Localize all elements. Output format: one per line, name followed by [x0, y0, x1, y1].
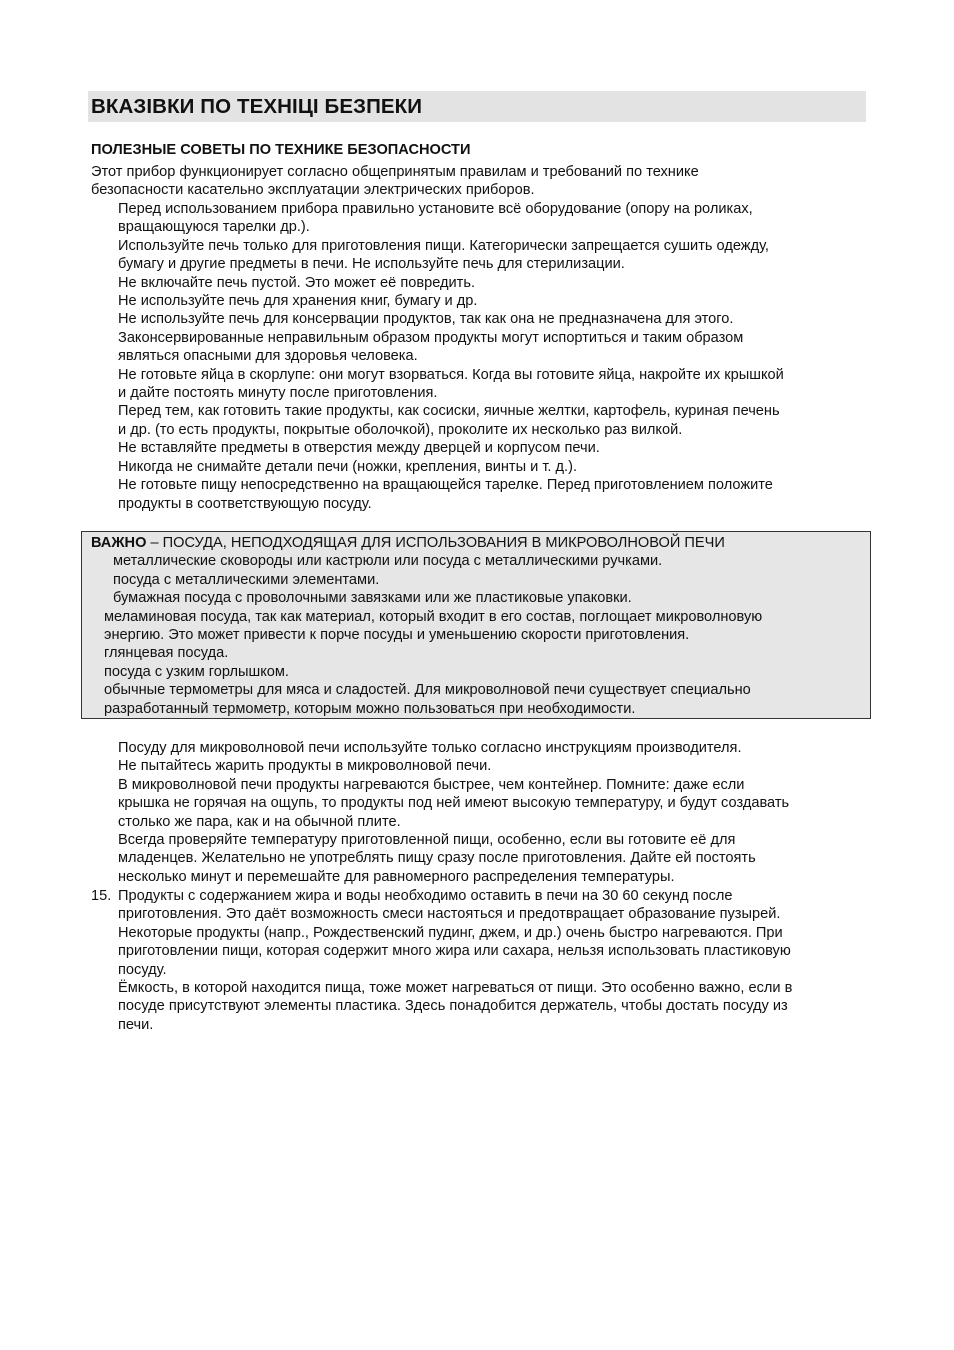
- tip-line: Посуду для микроволновой печи используйте только согласно инструкциям производителя.: [118, 740, 742, 756]
- safety-tips-list-2: [118, 739, 863, 886]
- tip-line: Используйте печь только для приготовления пищи. Категорически запрещается сушить одежду,: [118, 237, 769, 254]
- safety-tips-list-3: [118, 979, 863, 1034]
- tip-line: несколько минут и перемешайте для равномерного распределения температуры.: [118, 868, 675, 885]
- important-notice-title: [91, 534, 861, 552]
- tip-line: Некоторые продукты (напр., Рождественский пудинг, джем, и др.) очень быстро нагреваются. При: [118, 924, 783, 941]
- tip-line: Ёмкость, в которой находится пища, тоже может нагреваться от пищи. Это особенно важно, если в: [118, 980, 793, 996]
- tip-line: Не готовьте яйца в скорлупе: они могут взорваться. Когда вы готовите яйца, накройте их крышкой: [118, 366, 784, 383]
- unsuitable-item: бумажная посуда с проволочными завязками или же пластиковые упаковки.: [113, 590, 632, 607]
- intro-line: Этот прибор функционирует согласно общепринятым правилам и требований по технике: [91, 164, 699, 180]
- section-heading: ПОЛЕЗНЫЕ СОВЕТЫ ПО ТЕХНИКЕ БЕЗОПАСНОСТИ: [91, 142, 471, 158]
- title-bar: [88, 91, 866, 122]
- intro-line: безопасности касательно эксплуатации электрических приборов.: [91, 182, 535, 199]
- unsuitable-item: обычные термометры для мяса и сладостей. Для микроволновой печи существует специально: [104, 682, 751, 699]
- unsuitable-item: посуда с металлическими элементами.: [113, 571, 380, 588]
- tip-line: печи.: [118, 1016, 154, 1033]
- tip-line: являться опасными для здоровья человека.: [118, 348, 418, 365]
- tip-line: В микроволновой печи продукты нагреваются быстрее, чем контейнер. Помните: даже если: [118, 776, 745, 793]
- intro-paragraph: [91, 163, 861, 200]
- important-notice-box: [81, 531, 871, 719]
- page-title: ВКАЗІВКИ ПО ТЕХНІЦІ БЕЗПЕКИ: [91, 95, 423, 118]
- unsuitable-item: глянцевая посуда.: [104, 645, 229, 662]
- numbered-tip-first-line: [91, 887, 863, 905]
- tip-line: и др. (то есть продукты, покрытые оболочкой), проколите их несколько раз вилкой.: [118, 421, 683, 438]
- important-label: ВАЖНО: [91, 535, 147, 551]
- tip-line: посуду.: [118, 961, 167, 978]
- tip-line: Не включайте печь пустой. Это может её повредить.: [118, 274, 476, 291]
- tip-line: Не используйте печь для консервации продуктов, так как она не предназначена для этого.: [118, 311, 734, 328]
- item-number: 15.: [91, 888, 112, 904]
- tip-line: Перед тем, как готовить такие продукты, как сосиски, яичные желтки, картофель, куриная печень: [118, 403, 780, 420]
- tip-line: Не используйте печь для хранения книг, бумагу и др.: [118, 293, 478, 310]
- tip-line: продукты в соответствующую посуду.: [118, 495, 372, 512]
- tip-line: вращающуюся тарелки др.).: [118, 219, 310, 236]
- unsuitable-item: энергию. Это может привести к порче посуды и уменьшению скорости приготовления.: [104, 627, 690, 644]
- tip-line: Всегда проверяйте температуру приготовленной пищи, особенно, если вы готовите её для: [118, 832, 736, 849]
- tip-line: Не пытайтесь жарить продукты в микроволновой печи.: [118, 758, 492, 775]
- tip-line: столько же пара, как и на обычной плите.: [118, 813, 401, 830]
- important-title-text: – ПОСУДА, НЕПОДХОДЯЩАЯ ДЛЯ ИСПОЛЬЗОВАНИЯ В МИКРОВОЛНОВОЙ ПЕЧИ: [146, 535, 725, 551]
- tip-line: Продукты с содержанием жира и воды необходимо оставить в печи на 30 60 секунд после: [118, 888, 733, 904]
- numbered-tip-15: [91, 887, 863, 979]
- tip-line: Перед использованием прибора правильно установите всё оборудование (опору на роликах,: [118, 201, 753, 217]
- tip-line: Никогда не снимайте детали печи (ножки, крепления, винты и т. д.).: [118, 458, 578, 475]
- tip-line: младенцев. Желательно не употреблять пищу сразу после приготовления. Дайте ей постоять: [118, 850, 756, 867]
- tip-line: Не готовьте пищу непосредственно на вращающейся тарелке. Перед приготовлением положите: [118, 477, 773, 494]
- tip-line: крышка не горячая на ощупь, то продукты под ней имеют высокую температуру, и будут создавать: [118, 795, 790, 812]
- tip-line: приготовлении пищи, которая содержит много жира или сахара, нельзя использовать пластиковую: [118, 943, 791, 960]
- tip-line: и дайте постоять минуту после приготовления.: [118, 385, 438, 402]
- tip-line: посуде присутствуют элементы пластика. Здесь понадобится держатель, чтобы достать посуду из: [118, 998, 788, 1015]
- important-notice-content: [91, 534, 861, 718]
- tip-line: бумагу и другие предметы в печи. Не используйте печь для стерилизации.: [118, 256, 625, 273]
- tip-line: Законсервированные неправильным образом продукты могут испортиться и таким образом: [118, 329, 744, 346]
- safety-tips-list-1: [118, 200, 863, 513]
- tip-line: приготовления. Это даёт возможность смеси настояться и предотвращает образование пузырей.: [118, 906, 781, 923]
- unsuitable-item: разработанный термометр, которым можно пользоваться при необходимости.: [104, 700, 636, 717]
- tip-line: Не вставляйте предметы в отверстия между дверцей и корпусом печи.: [118, 440, 600, 457]
- unsuitable-item: меламиновая посуда, так как материал, который входит в его состав, поглощает микроволновую: [104, 608, 763, 625]
- unsuitable-item: металлические сковороды или кастрюли или посуда с металлическими ручками.: [113, 553, 663, 570]
- unsuitable-item: посуда с узким горлышком.: [104, 663, 289, 680]
